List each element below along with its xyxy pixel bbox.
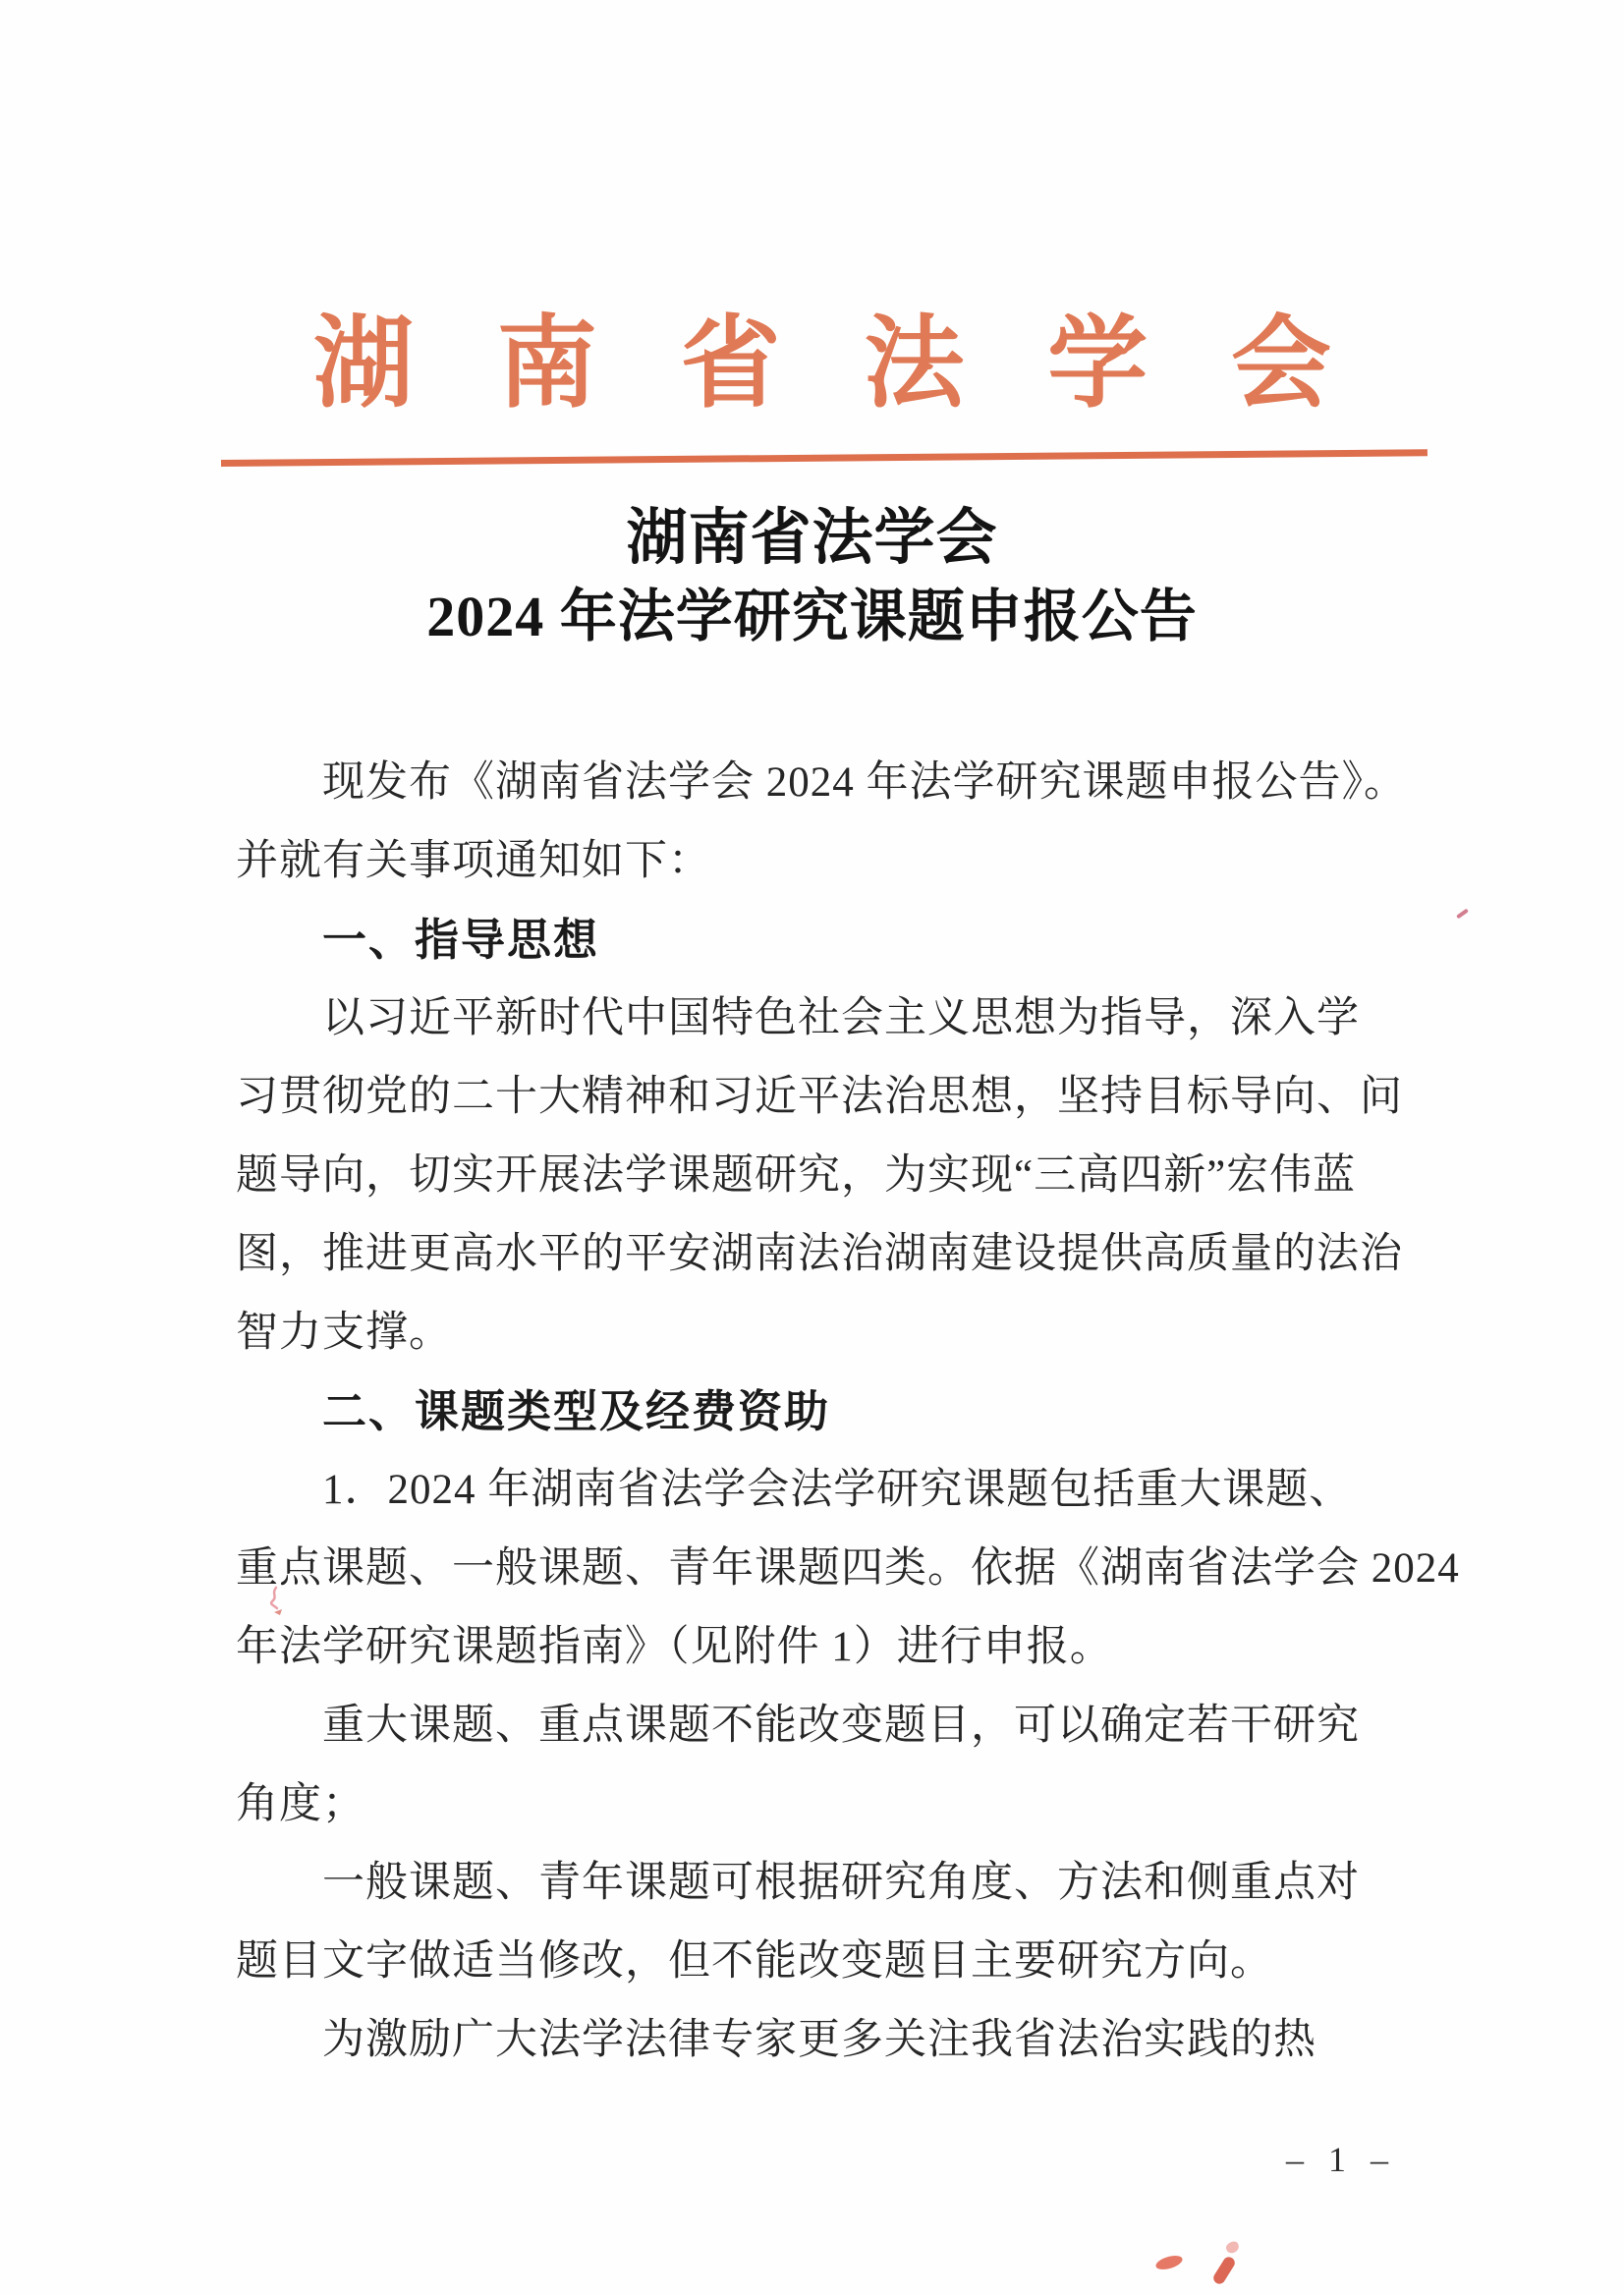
page-number: – 1 –	[1286, 2140, 1396, 2179]
body-line: 为激励广大法学法律专家更多关注我省法治实践的热	[322, 2017, 1316, 2063]
body-line: 现发布《湖南省法学会 2024 年法学研究课题申报公告》。	[322, 759, 1407, 806]
body-line: 题目文字做适当修改，但不能改变题目主要研究方向。	[236, 1938, 1273, 1985]
document-body	[236, 744, 1460, 2080]
scan-artifact-red-smudge	[1154, 2254, 1184, 2271]
letterhead-org-name: 湖 南 省 法 学 会	[313, 309, 1331, 420]
body-line: 重大课题、重点课题不能改变题目，可以确定若干研究	[322, 1703, 1360, 1749]
body-line: 1．2024 年湖南省法学会法学研究课题包括重大课题、	[322, 1467, 1353, 1513]
body-line: 角度；	[236, 1781, 365, 1827]
body-line: 智力支撑。	[236, 1310, 452, 1356]
scan-artifact-pink-dash	[1456, 909, 1469, 920]
body-line: 重点课题、一般课题、青年课题四类。依据《湖南省法学会 2024	[236, 1545, 1460, 1592]
body-line: 图，推进更高水平的平安湖南法治湖南建设提供高质量的法治	[236, 1231, 1403, 1277]
body-line: 一般课题、青年课题可根据研究角度、方法和侧重点对	[322, 1860, 1360, 1906]
letterhead-divider-line	[221, 449, 1428, 467]
body-line: 并就有关事项通知如下：	[236, 838, 711, 884]
section-heading-1: 一、指导思想	[322, 915, 600, 965]
document-title	[0, 499, 1624, 656]
document-title-line2: 2024 年法学研究课题申报公告	[426, 585, 1198, 648]
section-heading-2: 二、课题类型及经费资助	[322, 1386, 831, 1436]
body-line: 题导向，切实开展法学课题研究，为实现“三高四新”宏伟蓝	[236, 1152, 1357, 1199]
body-line: 以习近平新时代中国特色社会主义思想为指导，深入学	[322, 995, 1360, 1041]
body-line: 习贯彻党的二十大精神和习近平法治思想，坚持目标导向、问	[236, 1074, 1403, 1120]
scan-artifact-pink-dot	[1225, 2240, 1241, 2255]
document-title-line1: 湖南省法学会	[626, 505, 998, 572]
scan-artifact-red-streak	[1211, 2255, 1237, 2286]
body-line: 年法学研究课题指南》（见附件 1）进行申报。	[236, 1624, 1113, 1670]
